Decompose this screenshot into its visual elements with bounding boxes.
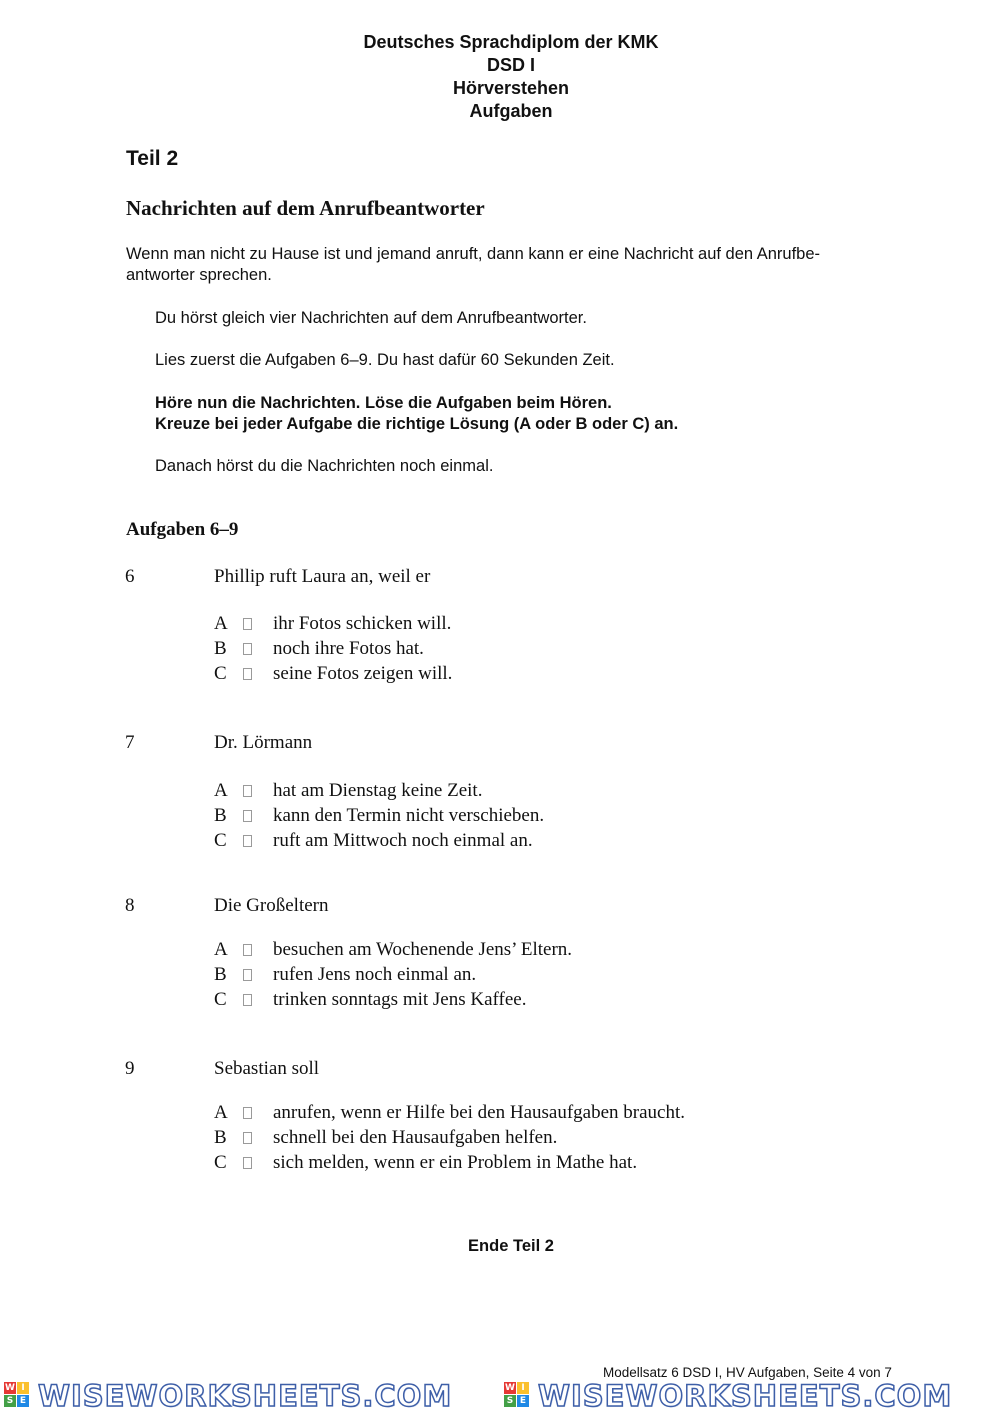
- logo-letter: W: [505, 1383, 515, 1393]
- option-text: noch ihre Fotos hat.: [273, 638, 424, 659]
- option-text: schnell bei den Hausaufgaben helfen.: [273, 1127, 558, 1148]
- task-stem: Sebastian soll: [214, 1058, 320, 1079]
- document-header: [0, 31, 1000, 123]
- option-letter: C: [214, 830, 227, 851]
- option-letter: A: [214, 613, 228, 634]
- checkbox-icon[interactable]: [243, 785, 252, 797]
- section-title: Nachrichten auf dem Anrufbeantworter: [126, 196, 485, 220]
- option-letter: A: [214, 1102, 228, 1123]
- option-text: seine Fotos zeigen will.: [273, 663, 453, 684]
- option-letter: B: [214, 964, 227, 985]
- option-letter: C: [214, 663, 227, 684]
- instruction-2: Lies zuerst die Aufgaben 6–9. Du hast dafür 60 Sekunden Zeit.: [155, 351, 615, 369]
- option-letter: B: [214, 1127, 227, 1148]
- option-c[interactable]: [0, 830, 1000, 855]
- instruction-4: Danach hörst du die Nachrichten noch einmal.: [155, 457, 494, 475]
- watermark-logo-icon: [504, 1382, 530, 1408]
- page-footer: Modellsatz 6 DSD I, HV Aufgaben, Seite 4 von 7: [603, 1365, 892, 1380]
- option-b[interactable]: [0, 1127, 1000, 1152]
- logo-letter: E: [17, 1395, 29, 1407]
- option-letter: C: [214, 1152, 227, 1173]
- option-letter: B: [214, 805, 227, 826]
- watermark-logo-icon: [4, 1382, 30, 1408]
- logo-letter: S: [4, 1395, 16, 1407]
- option-letter: A: [214, 780, 228, 801]
- checkbox-icon[interactable]: [243, 810, 252, 822]
- option-text: ihr Fotos schicken will.: [273, 613, 452, 634]
- tasks-heading: Aufgaben 6–9: [126, 519, 239, 540]
- option-a[interactable]: [0, 1102, 1000, 1127]
- checkbox-icon[interactable]: [243, 994, 252, 1006]
- intro-line-1: Wenn man nicht zu Hause ist und jemand anruft, dann kann er eine Nachricht auf den Anrufbe-: [126, 245, 821, 263]
- option-c[interactable]: [0, 1152, 1000, 1177]
- task-stem: Dr. Lörmann: [214, 732, 313, 753]
- checkbox-icon[interactable]: [243, 969, 252, 981]
- task-number: 6: [125, 566, 135, 587]
- header-line-2: DSD I: [486, 55, 535, 75]
- option-text: trinken sonntags mit Jens Kaffee.: [273, 989, 527, 1010]
- option-text: anrufen, wenn er Hilfe bei den Hausaufgaben braucht.: [273, 1102, 686, 1123]
- end-of-part: Ende Teil 2: [468, 1237, 554, 1255]
- checkbox-icon[interactable]: [243, 668, 252, 680]
- checkbox-icon[interactable]: [243, 1132, 252, 1144]
- option-a[interactable]: [0, 939, 1000, 964]
- watermark-text: WISEWORKSHEETS.COM: [538, 1379, 953, 1413]
- watermark-text: WISEWORKSHEETS.COM: [38, 1379, 453, 1413]
- checkbox-icon[interactable]: [243, 643, 252, 655]
- logo-letter: I: [17, 1382, 29, 1394]
- logo-letter: I: [517, 1382, 529, 1394]
- option-a[interactable]: [0, 780, 1000, 805]
- intro-line-2: antworter sprechen.: [126, 266, 272, 284]
- instruction-3: [155, 393, 678, 435]
- instruction-3-line-2: Kreuze bei jeder Aufgabe die richtige Lösung (A oder B oder C) an.: [155, 415, 679, 433]
- option-text: besuchen am Wochenende Jens’ Eltern.: [273, 939, 573, 960]
- option-letter: A: [214, 939, 228, 960]
- option-text: rufen Jens noch einmal an.: [273, 964, 477, 985]
- checkbox-icon[interactable]: [243, 944, 252, 956]
- intro-paragraph: [126, 244, 916, 286]
- checkbox-icon[interactable]: [243, 835, 252, 847]
- option-text: hat am Dienstag keine Zeit.: [273, 780, 483, 801]
- task-number: 9: [125, 1058, 135, 1079]
- watermark-banner: [0, 1378, 1000, 1413]
- header-line-4: Aufgaben: [469, 101, 553, 121]
- option-c[interactable]: [0, 989, 1000, 1014]
- option-b[interactable]: [0, 964, 1000, 989]
- option-letter: C: [214, 989, 227, 1010]
- checkbox-icon[interactable]: [243, 618, 252, 630]
- header-line-3: Hörverstehen: [452, 78, 570, 98]
- part-title: Teil 2: [126, 147, 179, 170]
- logo-letter: W: [5, 1383, 15, 1393]
- option-text: ruft am Mittwoch noch einmal an.: [273, 830, 533, 851]
- task-number: 8: [125, 895, 135, 916]
- task-stem: Phillip ruft Laura an, weil er: [214, 566, 431, 587]
- instruction-1: Du hörst gleich vier Nachrichten auf dem Anrufbeantworter.: [155, 309, 587, 327]
- checkbox-icon[interactable]: [243, 1107, 252, 1119]
- task-stem: Die Großeltern: [214, 895, 329, 916]
- option-c[interactable]: [0, 663, 1000, 688]
- option-a[interactable]: [0, 613, 1000, 638]
- option-b[interactable]: [0, 638, 1000, 663]
- option-text: kann den Termin nicht verschieben.: [273, 805, 545, 826]
- option-letter: B: [214, 638, 227, 659]
- logo-letter: S: [504, 1395, 516, 1407]
- option-text: sich melden, wenn er ein Problem in Mathe hat.: [273, 1152, 638, 1173]
- logo-letter: E: [517, 1395, 529, 1407]
- header-line-1: Deutsches Sprachdiplom der KMK: [363, 32, 659, 52]
- instruction-3-line-1: Höre nun die Nachrichten. Löse die Aufgaben beim Hören.: [155, 394, 612, 412]
- option-b[interactable]: [0, 805, 1000, 830]
- task-number: 7: [125, 732, 135, 753]
- checkbox-icon[interactable]: [243, 1157, 252, 1169]
